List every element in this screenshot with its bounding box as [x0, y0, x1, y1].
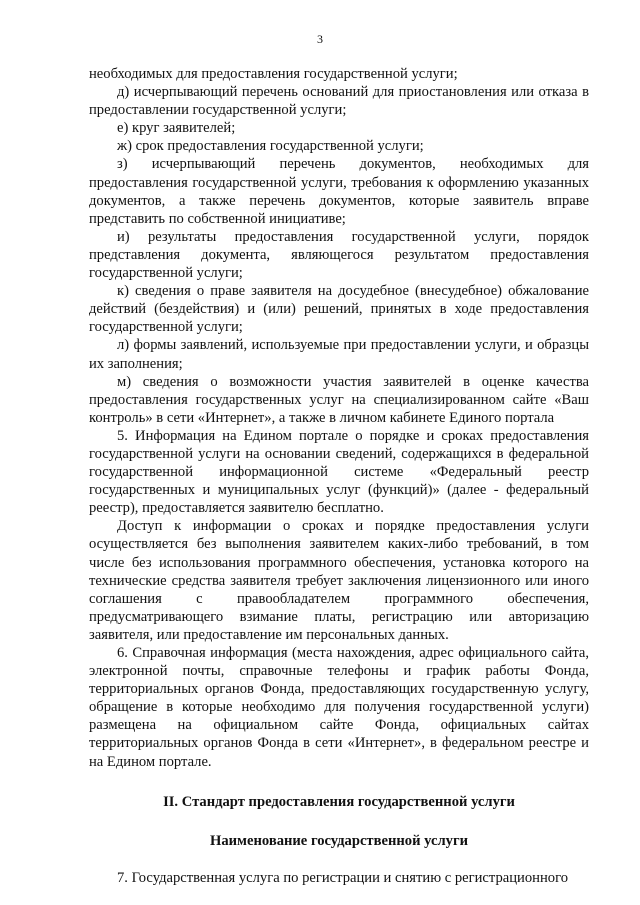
paragraph: Доступ к информации о сроках и порядке предоставления услуги осуществляется без выполнения заявителем каких-либо требований, в том числе без использования программного обеспечения, установка которого на технические средства заявителя требует заключения лицензионного или иного соглашения с правообладателем программного обеспечения, предусматривающего взимание платы, регистрацию или авторизацию заявителя, или предоставление им персональных данных.: [89, 518, 589, 643]
paragraph: ж) срок предоставления государственной услуги;: [117, 138, 424, 155]
section-heading: II. Стандарт предоставления государственной услуги: [163, 793, 515, 810]
paragraph: 5. Информация на Едином портале о порядке и сроках предоставления государственной услуги на основании сведений, содержащихся в федеральной государственной информационной системе «Федеральный реестр государственных и муниципальных услуг (функций)» (далее - федеральный реестр), предоставляется заявителю бесплатно.: [89, 427, 589, 517]
paragraph: е) круг заявителей;: [117, 120, 236, 137]
paragraph: 6. Справочная информация (места нахождения, адрес официального сайта, электронной почты, справочные телефоны и график работы Фонда, территориальных органов Фонда, предоставляющих государственную услугу, обращение в которые необходимо для получения государственной услуги) размещена на официальном сайте Фонда, официальных сайтах территориальных органов Фонда в сети «Интернет», в федеральном реестре и на Едином портале.: [89, 645, 589, 770]
paragraph: необходимых для предоставления государственной услуги;: [89, 66, 458, 82]
document-body: [89, 65, 589, 887]
paragraph: м) сведения о возможности участия заявителей в оценке качества предоставления государственных услуг на специализированном сайте «Ваш контроль» в сети «Интернет», а также в личном кабинете Единого портала: [89, 373, 589, 426]
subsection-heading: Наименование государственной услуги: [210, 832, 468, 849]
paragraph: и) результаты предоставления государственной услуги, порядок представления документа, являющегося результатом предоставления государственной услуги;: [89, 228, 589, 282]
paragraph: к) сведения о праве заявителя на досудебное (внесудебное) обжалование действий (бездействия) и (или) решений, принятых в ходе предоставления государственной услуги;: [89, 283, 589, 336]
paragraph-last: 7. Государственная услуга по регистрации и снятию с регистрационного: [117, 869, 568, 886]
paragraph: з) исчерпывающий перечень документов, необходимых для предоставления государственной услуги, требования к оформлению указанных документов, а также перечень документов, которые заявитель вправе представить по собственной инициативе;: [89, 156, 589, 227]
page-number: 3: [317, 32, 323, 46]
paragraph: л) формы заявлений, используемые при предоставлении услуги, и образцы их заполнения;: [89, 337, 589, 372]
paragraph: д) исчерпывающий перечень оснований для приостановления или отказа в предоставлении государственной услуги;: [89, 84, 589, 119]
